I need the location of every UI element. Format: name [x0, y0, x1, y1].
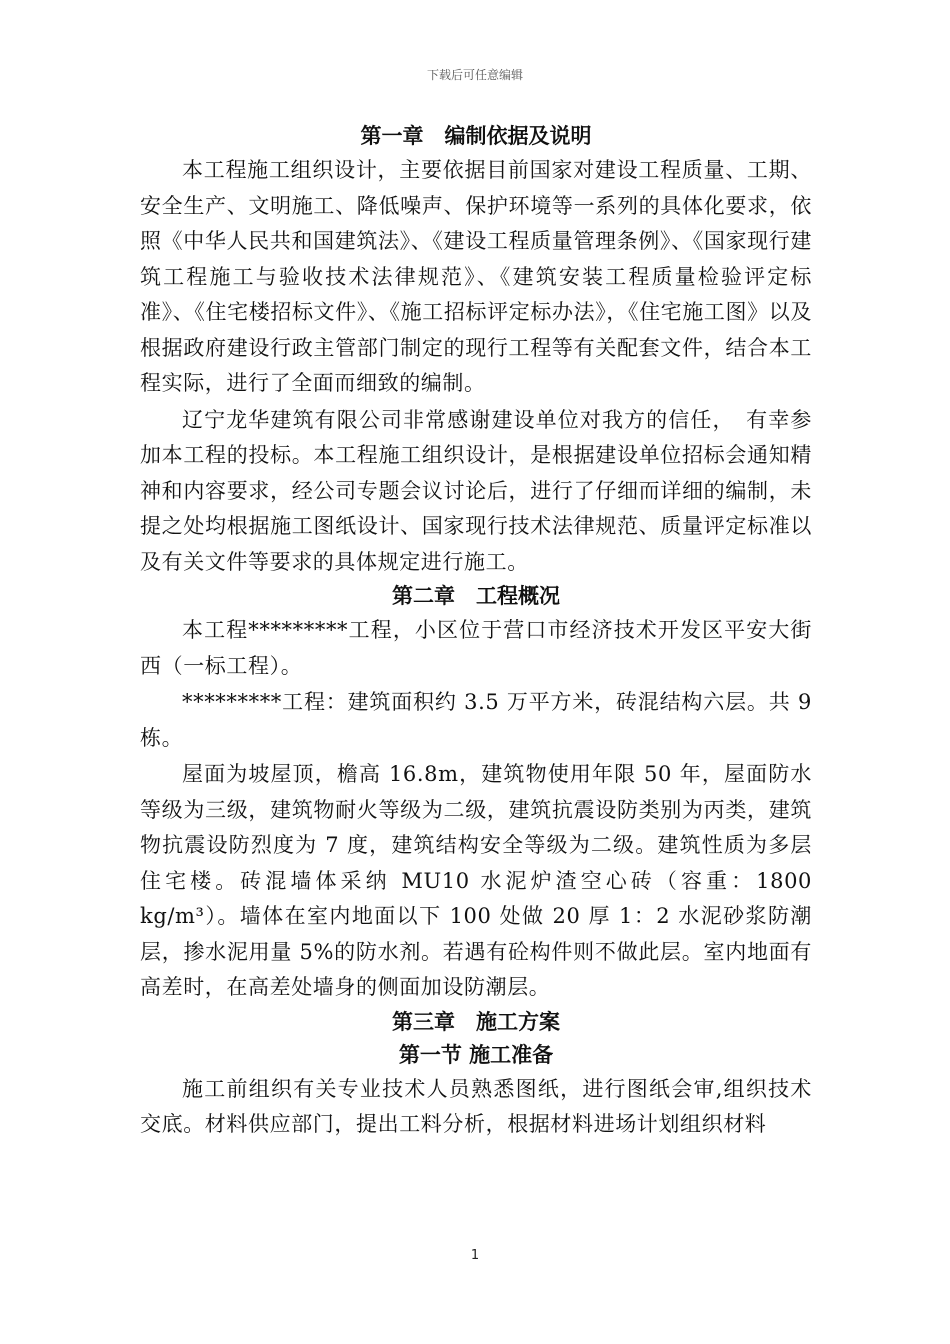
document-body — [140, 120, 812, 1143]
chapter-1-paragraph-1: 本工程施工组织设计，主要依据目前国家对建设工程质量、工期、安全生产、文明施工、降低噪声、保护环境等一系列的具体化要求，依照《中华人民共和国建筑法》、《建设工程质量管理条例》、《国家现行建筑工程施工与验收技术法律规范》、《建筑安装工程质量检验评定标准》、《住宅楼招标文件》、《施工招标评定标办法》，《住宅施工图》以及根据政府建设行政主管部门制定的现行工程等有关配套文件，结合本工程实际，进行了全面而细致的编制。 — [140, 158, 812, 395]
header-note: 下载后可任意编辑 — [426, 68, 523, 82]
chapter-1-title: 第一章 编制依据及说明 — [360, 124, 592, 148]
chapter-2-paragraph-3: 屋面为坡屋顶，檐高 16.8m，建筑物使用年限 50 年，屋面防水等级为三级，建筑物耐火等级为二级，建筑抗震设防类别为丙类，建筑物抗震设防烈度为 7 度，建筑结构安全等级为二级。建筑性质为多层住宅楼。砖混墙体采纳 MU10 水泥炉渣空心砖（容重：1800 kg/m³）。墙体在室内地面以下 100 处做 20 厚 1：2 水泥砂浆防潮层，掺水泥用量 5%的防水剂。若遇有砼构件则不做此层。室内地面有高差时，在高差处墙身的侧面加设防潮层。 — [140, 762, 812, 999]
chapter-1-paragraph-2: 辽宁龙华建筑有限公司非常感谢建设单位对我方的信任， 有幸参加本工程的投标。本工程施工组织设计，是根据建设单位招标会通知精神和内容要求，经公司专题会议讨论后，进行了仔细而详细的编制，未提之处均根据施工图纸设计、国家现行技术法律规范、质量评定标准以及有关文件等要求的具体规定进行施工。 — [140, 407, 812, 574]
chapter-2-title: 第二章 工程概况 — [392, 584, 560, 608]
chapter-2-paragraph-1: 本工程*********工程，小区位于营口市经济技术开发区平安大街西（一标工程）。 — [140, 618, 812, 678]
chapter-3-section-1-paragraph-1: 施工前组织有关专业技术人员熟悉图纸，进行图纸会审,组织技术交底。材料供应部门，提出工料分析，根据材料进场计划组织材料 — [140, 1076, 812, 1136]
page-number: 1 — [470, 1248, 480, 1263]
chapter-2-paragraph-2: *********工程：建筑面积约 3.5 万平方米，砖混结构六层。共 9 栋。 — [140, 690, 812, 750]
chapter-3-section-1-title: 第一节 施工准备 — [398, 1042, 554, 1067]
chapter-3-title: 第三章 施工方案 — [392, 1009, 560, 1034]
